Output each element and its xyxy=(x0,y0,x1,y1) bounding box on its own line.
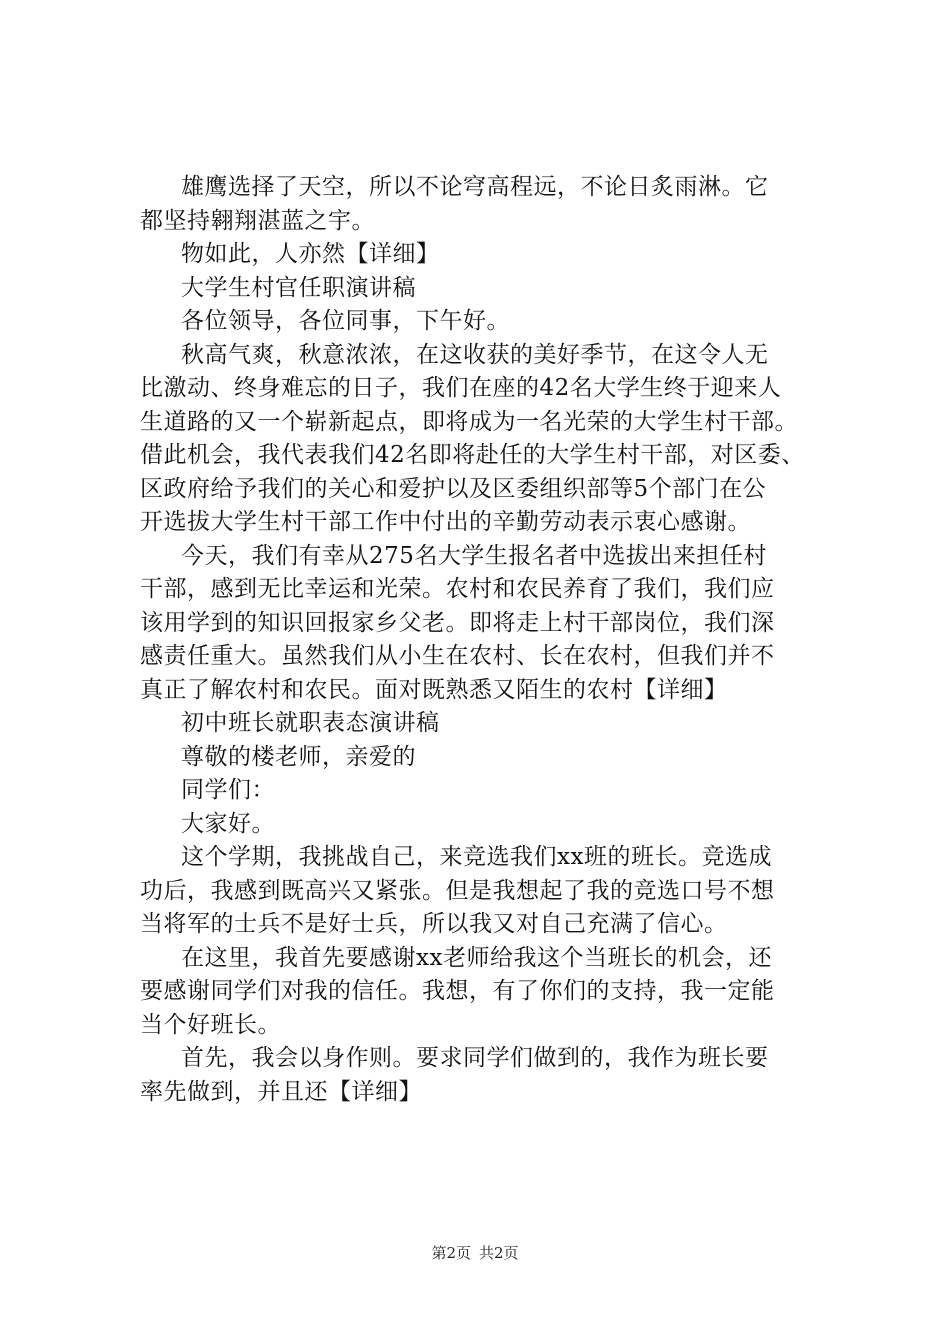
text-line: 物如此，人亦然【详细】 xyxy=(181,241,440,267)
text-line: 干部，感到无比幸运和光荣。农村和农民养育了我们，我们应 xyxy=(140,576,775,602)
text-line: 该用学到的知识回报家乡父老。即将走上村干部岗位，我们深 xyxy=(140,609,775,636)
text-line: 借此机会，我代表我们42名即将赴任的大学生村干部，对区委、 xyxy=(140,442,805,468)
page-footer xyxy=(0,1243,950,1263)
text-line: 首先，我会以身作则。要求同学们做到的，我作为班长要 xyxy=(181,1045,769,1071)
text-line: 率先做到，并且还【详细】 xyxy=(140,1078,422,1105)
text-line: 功后，我感到既高兴又紧张。但是我想起了我的竞选口号不想 xyxy=(140,877,775,904)
text-line: 区政府给予我们的关心和爱护以及区委组织部等5个部门在公 xyxy=(140,475,767,502)
text-line: 秋高气爽，秋意浓浓，在这收获的美好季节，在这令人无 xyxy=(181,341,769,368)
page-total: 共2页 xyxy=(479,1244,519,1262)
page-number: 第2页 xyxy=(431,1244,471,1262)
document-body xyxy=(140,171,840,1109)
text-line: 在这里，我首先要感谢xx老师给我这个当班长的机会，还 xyxy=(181,944,772,971)
text-line: 尊敬的楼老师，亲爱的 xyxy=(181,743,416,770)
text-line: 感责任重大。虽然我们从小生在农村、长在农村，但我们并不 xyxy=(140,643,775,669)
text-line: 要感谢同学们对我的信任。我想，有了你们的支持，我一定能 xyxy=(140,978,775,1004)
text-line: 都坚持翱翔湛蓝之宇。 xyxy=(140,207,375,234)
text-line: 开选拔大学生村干部工作中付出的辛勤劳动表示衷心感谢。 xyxy=(140,509,751,535)
text-line: 当将军的士兵不是好士兵，所以我又对自己充满了信心。 xyxy=(140,911,728,937)
text-line: 大家好。 xyxy=(181,810,275,837)
text-line: 大学生村官任职演讲稿 xyxy=(181,274,416,301)
text-line: 比激动、终身难忘的日子，我们在座的42名大学生终于迎来人 xyxy=(140,375,782,401)
text-line: 生道路的又一个崭新起点，即将成为一名光荣的大学生村干部。 xyxy=(140,408,798,435)
text-line: 各位领导，各位同事，下午好。 xyxy=(181,308,510,334)
text-line: 初中班长就职表态演讲稿 xyxy=(181,710,440,736)
text-line: 今天，我们有幸从275名大学生报名者中选拔出来担任村 xyxy=(181,542,767,569)
text-line: 真正了解农村和农民。面对既熟悉又陌生的农村【详细】 xyxy=(140,676,728,703)
text-line: 这个学期，我挑战自己，来竞选我们xx班的班长。竞选成 xyxy=(181,844,772,870)
text-line: 雄鹰选择了天空，所以不论穹高程远，不论日炙雨淋。它 xyxy=(181,174,769,200)
text-line: 当个好班长。 xyxy=(140,1011,281,1038)
text-line: 同学们： xyxy=(181,777,275,803)
